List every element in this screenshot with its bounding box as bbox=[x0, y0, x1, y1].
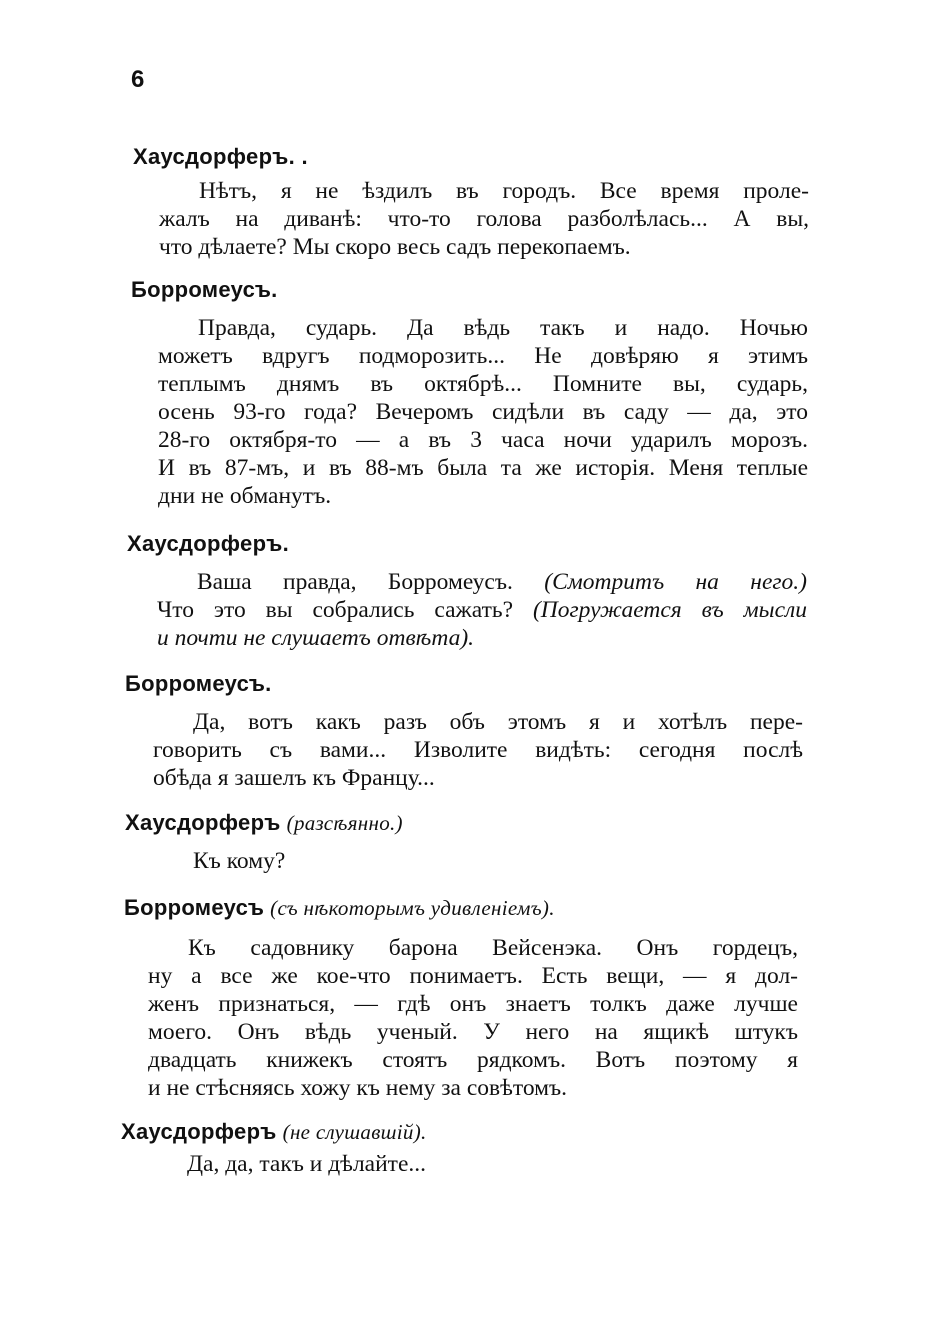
speech bbox=[148, 934, 824, 1102]
speech bbox=[153, 847, 825, 875]
stage-direction: и почти не слушаетъ отвѣта). bbox=[157, 625, 475, 651]
speaker-name: Борромеусъ. bbox=[131, 277, 278, 302]
speech-line: можетъ вдругъ подморозить... Не довѣряю я этимъ bbox=[158, 343, 808, 369]
dialogue-block bbox=[127, 530, 827, 652]
stage-direction: (Погружается въ мысли bbox=[532, 597, 807, 623]
speech-line: что дѣлаете? Мы скоро весь садъ перекопаемъ. bbox=[159, 234, 631, 260]
speech bbox=[157, 568, 827, 652]
speech-text: Что это вы собрались сажать? bbox=[157, 597, 514, 623]
speaker-line bbox=[133, 143, 833, 171]
speech-line: 28-го октября-то — а въ 3 часа ночи ударилъ морозъ. bbox=[158, 427, 808, 453]
stage-direction: (Смотритъ на него.) bbox=[544, 569, 807, 595]
speech-text: Ваша правда, Борромеусъ. bbox=[197, 569, 513, 595]
speech-line: Правда, сударь. Да вѣдь такъ и надо. Ночью bbox=[198, 315, 808, 341]
dialogue-block bbox=[125, 809, 825, 875]
speaker-name: Хаусдорферъ. bbox=[133, 144, 296, 169]
speech-line: Къ кому? bbox=[193, 848, 286, 874]
speech-line: двадцать книжекъ стоятъ рядкомъ. Вотъ поэтому я bbox=[148, 1047, 798, 1073]
stage-direction: (съ нѣкоторымъ удивленіемъ). bbox=[270, 896, 555, 920]
dialogue-block bbox=[133, 143, 833, 261]
speech-line bbox=[157, 568, 807, 596]
speech-line: ну а все же кое-что понимаетъ. Есть вещи, — я дол- bbox=[148, 963, 798, 989]
speech bbox=[147, 1150, 821, 1178]
speech bbox=[153, 708, 825, 792]
stage-direction: (разсѣянно.) bbox=[286, 811, 403, 835]
speech-line: дни не обманутъ. bbox=[158, 483, 332, 509]
dialogue-block bbox=[131, 276, 831, 510]
speaker-line bbox=[125, 809, 825, 837]
dialogue-block bbox=[124, 894, 824, 1102]
speech bbox=[159, 177, 833, 261]
speaker-name: Хаусдорферъ. bbox=[127, 531, 290, 556]
speech bbox=[158, 314, 831, 510]
speech-line: Нѣтъ, я не ѣздилъ въ городъ. Все время проле- bbox=[199, 178, 809, 204]
speech-line: говорить съ вами... Изволите видѣть: сегодня послѣ bbox=[153, 737, 803, 763]
speech-line: женъ признаться, — гдѣ онъ знаетъ толкъ даже лучше bbox=[148, 991, 798, 1017]
speaker-suffix: . bbox=[295, 144, 308, 169]
speech-line: теплымъ днямъ въ октябрѣ... Помните вы, сударь, bbox=[158, 371, 808, 397]
dialogue-block bbox=[121, 1118, 821, 1178]
speech-line: Да, вотъ какъ разъ объ этомъ я и хотѣлъ пере- bbox=[193, 709, 803, 735]
speaker-name: Хаусдорферъ bbox=[121, 1119, 277, 1144]
stage-direction: (не слушавшій). bbox=[282, 1120, 427, 1144]
speaker-line bbox=[127, 530, 827, 558]
speaker-name: Хаусдорферъ bbox=[125, 810, 281, 835]
speech-line: и не стѣсняясь хожу къ нему за совѣтомъ. bbox=[148, 1075, 568, 1101]
speech-line: Къ садовнику барона Вейсенэка. Онъ гордецъ, bbox=[188, 935, 798, 961]
speech-line: И въ 87-мъ, и въ 88-мъ была та же исторія. Меня теплые bbox=[158, 455, 808, 481]
speaker-line bbox=[125, 670, 825, 698]
dialogue-block bbox=[125, 670, 825, 792]
speaker-line bbox=[121, 1118, 821, 1146]
speaker-line bbox=[131, 276, 831, 304]
speaker-name: Борромеусъ. bbox=[125, 671, 272, 696]
speech-line: осень 93-го года? Вечеромъ сидѣли въ саду — да, это bbox=[158, 399, 808, 425]
speech-line: Да, да, такъ и дѣлайте... bbox=[187, 1151, 427, 1177]
page-number: 6 bbox=[131, 66, 145, 93]
speech-line: жалъ на диванѣ: что-то голова разболѣлась... А вы, bbox=[159, 206, 809, 232]
speaker-line bbox=[124, 894, 824, 922]
speaker-name: Борромеусъ bbox=[124, 895, 265, 920]
speech-line: обѣда я зашелъ къ Францу... bbox=[153, 765, 435, 791]
speech-line: моего. Онъ вѣдь ученый. У него на ящикѣ штукъ bbox=[148, 1019, 798, 1045]
speech-line bbox=[157, 596, 807, 624]
